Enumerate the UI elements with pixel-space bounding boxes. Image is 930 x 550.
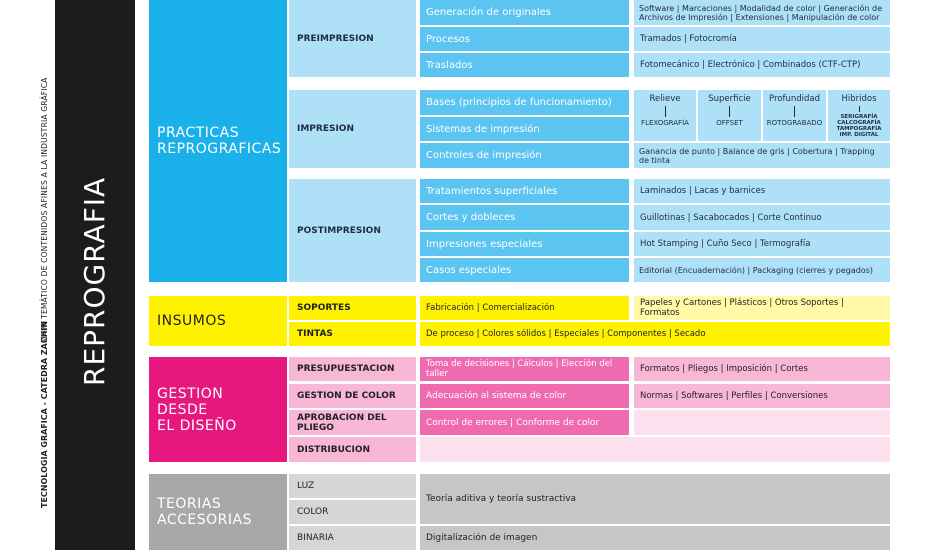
- detail-impresiones-especiales: Hot Stamping | Cuño Seco | Termografía: [634, 232, 890, 256]
- detail-presupuestacion: Formatos | Pliegos | Imposición | Cortes: [634, 357, 890, 381]
- item-gestion-color: Adecuación al sistema de color: [420, 384, 629, 408]
- subcategory-preimpresion: PREIMPRESION: [289, 0, 416, 77]
- detail-procesos: Tramados | Fotocromía: [634, 27, 890, 51]
- item-tintas: De proceso | Colores sólidos | Especiales | Componentes | Secado: [420, 322, 890, 346]
- detail-soportes: Papeles y Cartones | Plásticos | Otros Soportes | Formatos: [634, 296, 890, 320]
- item-casos-especiales: Casos especiales: [420, 258, 629, 282]
- subcategory-gestion-color: GESTION DE COLOR: [289, 384, 416, 408]
- item-cortes-dobleces: Cortes y dobleces: [420, 205, 629, 230]
- detail-generacion-originales: Software | Marcaciones | Modalidad de color | Generación de Archivos de Impresión | Extensiones | Manipulación de color: [634, 0, 890, 25]
- detail-traslados: Fotomecánico | Electrónico | Combinados (CTF-CTP): [634, 53, 890, 77]
- map-subtitle: MAPA TEMÁTICO DE CONTENIDOS AFINES A LA INDUSTRIA GRÁFICA: [40, 77, 49, 343]
- detail-aprobacion-pliego: [634, 410, 890, 435]
- item-aprobacion-pliego: Control de errores | Conforme de color: [420, 410, 629, 435]
- detail-gestion-color: Normas | Softwares | Perfiles | Conversiones: [634, 384, 890, 408]
- subcategory-postimpresion: POSTIMPRESION: [289, 179, 416, 282]
- main-title: REPROGRAFIA: [78, 176, 111, 386]
- detail-controles-impresion: Ganancia de punto | Balance de gris | Cobertura | Trapping de tinta: [634, 143, 890, 168]
- item-traslados: Traslados: [420, 53, 629, 77]
- technique-relieve: Relieve FLEXOGRAFÍA: [634, 90, 696, 141]
- subcategory-binaria: BINARIA: [289, 526, 416, 550]
- technique-profundidad: Profundidad ROTOGRABADO: [763, 90, 826, 141]
- subcategory-soportes: SOPORTES: [289, 296, 416, 320]
- section-teorias: TEORIAS ACCESORIAS: [149, 474, 287, 550]
- item-bases: Bases (principios de funcionamiento): [420, 90, 629, 115]
- detail-casos-especiales: Editorial (Encuadernación) | Packaging (cierres y pegados): [634, 258, 890, 282]
- item-controles-impresion: Controles de impresión: [420, 143, 629, 168]
- section-insumos: INSUMOS: [149, 296, 287, 346]
- subcategory-impresion: IMPRESION: [289, 90, 416, 168]
- course-label: TECNOLOGIA GRAFICA - CATEDRA ZACHIN: [40, 320, 49, 508]
- detail-cortes-dobleces: Guillotinas | Sacabocados | Corte Continuo: [634, 205, 890, 230]
- item-impresiones-especiales: Impresiones especiales: [420, 232, 629, 256]
- item-soportes: Fabricación | Comercialización: [420, 296, 629, 320]
- technique-hibridos: Hibridos SERIGRAFÍA CALCOGRAFÍA TAMPOGRAFÍA IMP. DIGITAL: [828, 90, 890, 141]
- item-sistemas-impresion: Sistemas de impresión: [420, 117, 629, 141]
- section-practicas: PRACTICAS REPROGRAFICAS: [149, 0, 287, 282]
- item-procesos: Procesos: [420, 27, 629, 51]
- item-generacion-originales: Generación de originales: [420, 0, 629, 25]
- item-presupuestacion: Toma de decisiones | Cálculos | Elección del taller: [420, 357, 629, 381]
- section-gestion: GESTION DESDE EL DISEÑO: [149, 357, 287, 462]
- subcategory-luz: LUZ: [289, 474, 416, 498]
- item-distribucion: [420, 437, 890, 462]
- subcategory-tintas: TINTAS: [289, 322, 416, 346]
- subcategory-presupuestacion: PRESUPUESTACION: [289, 357, 416, 381]
- subcategory-aprobacion-pliego: APROBACION DEL PLIEGO: [289, 410, 416, 435]
- item-tratamientos: Tratamientos superficiales: [420, 179, 629, 203]
- subcategory-color: COLOR: [289, 500, 416, 524]
- technique-superficie: Superficie OFFSET: [698, 90, 761, 141]
- detail-teorias-binaria: Digitalización de imagen: [420, 526, 890, 550]
- detail-tratamientos: Laminados | Lacas y barnices: [634, 179, 890, 203]
- detail-teorias-luz-color: Teoría aditiva y teoría sustractiva: [420, 474, 890, 524]
- subcategory-distribucion: DISTRIBUCION: [289, 437, 416, 462]
